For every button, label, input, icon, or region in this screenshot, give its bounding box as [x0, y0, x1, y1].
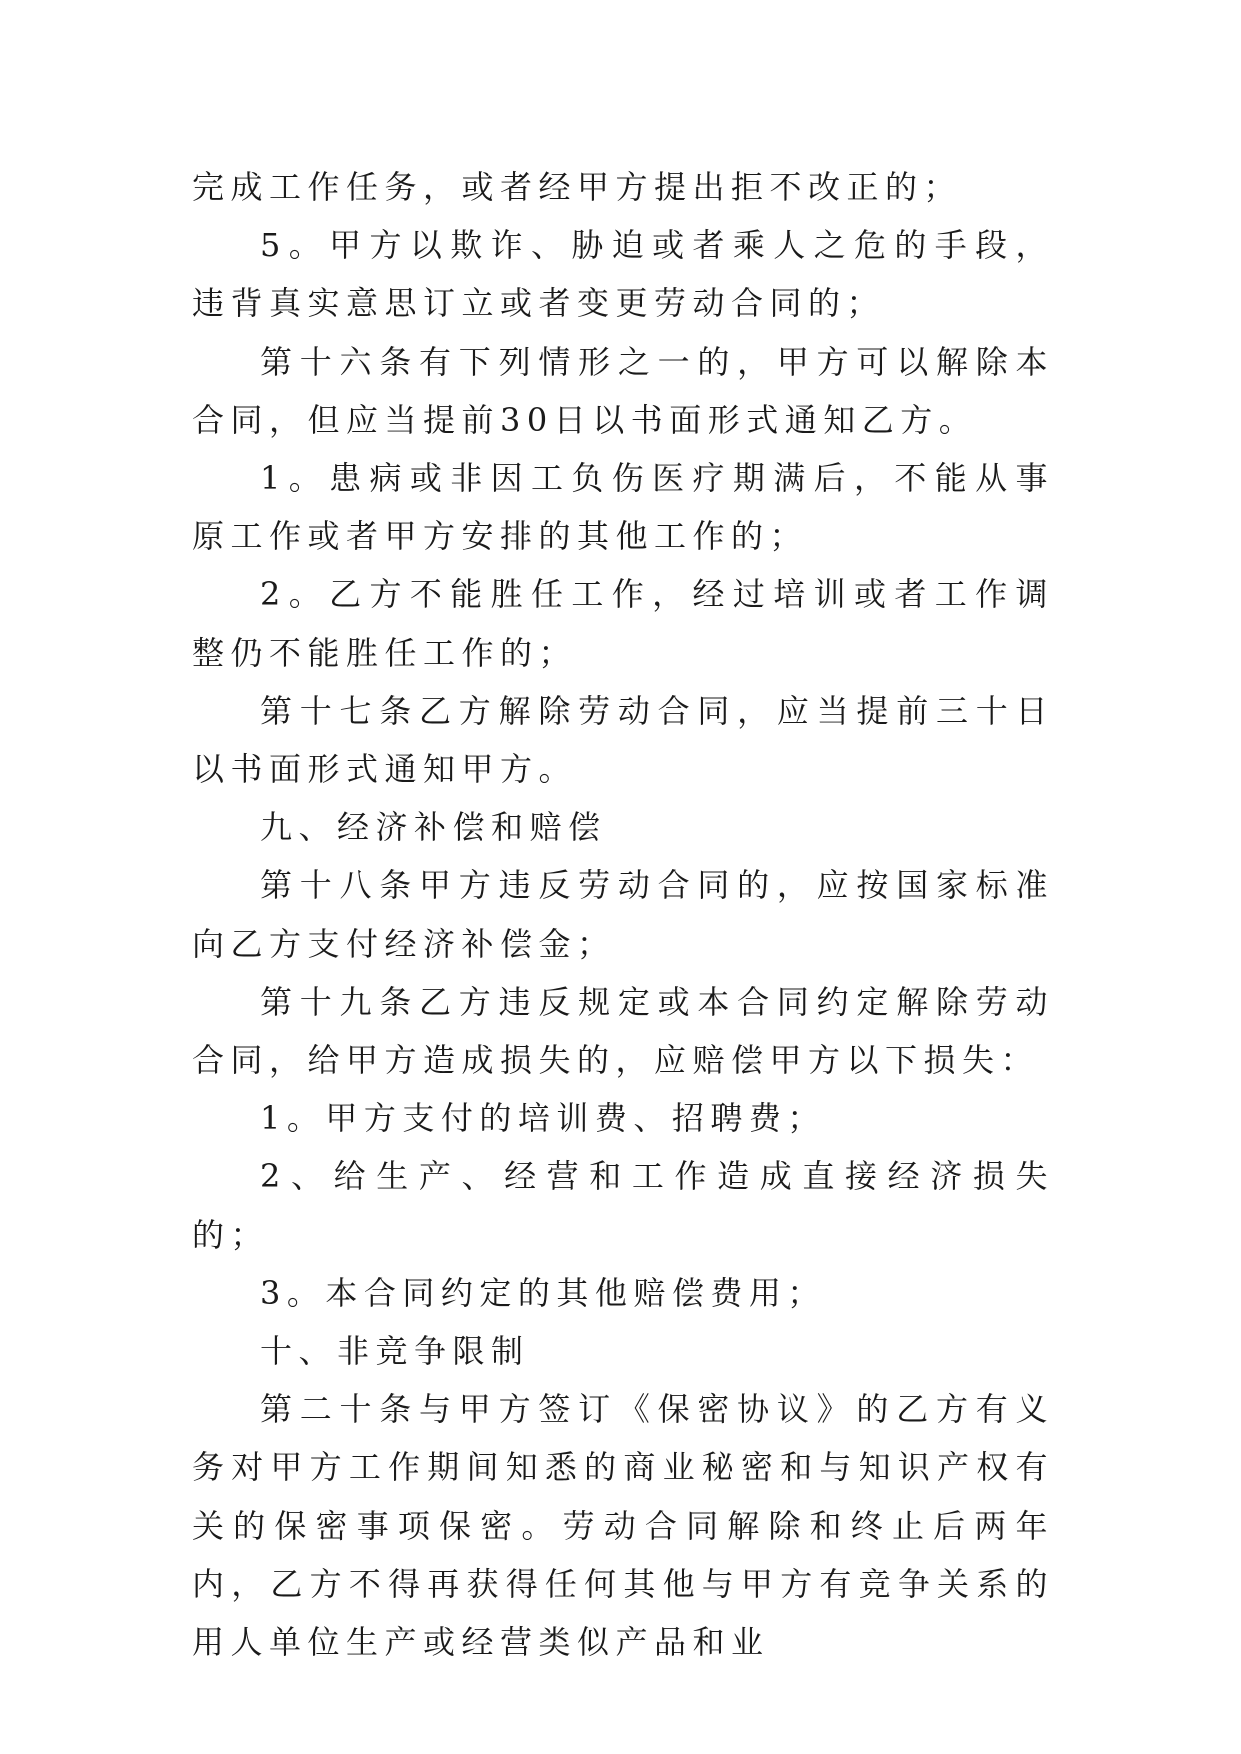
section-heading-10: 十、非竞争限制	[260, 1332, 530, 1371]
document-body	[192, 158, 1054, 1671]
paragraph-continuation: 完成工作任务，或者经甲方提出拒不改正的；	[192, 168, 963, 206]
paragraph-item-5: 5。甲方以欺诈、胁迫或者乘人之危的手段，违背真实意思订立或者变更劳动合同的；	[192, 226, 1054, 323]
paragraph-article-19-item-1: 1。甲方支付的培训费、招聘费；	[260, 1099, 826, 1138]
paragraph-article-19-item-3: 3。本合同约定的其他赔偿费用；	[260, 1273, 826, 1312]
paragraph-article-16-item-2: 2。乙方不能胜任工作，经过培训或者工作调整仍不能胜任工作的；	[192, 575, 1054, 672]
paragraph-article-19: 第十九条乙方违反规定或本合同约定解除劳动合同，给甲方造成损失的，应赔偿甲方以下损失：	[192, 982, 1054, 1080]
paragraph-article-16-item-1: 1。患病或非因工负伤医疗期满后，不能从事原工作或者甲方安排的其他工作的；	[192, 459, 1054, 556]
paragraph-article-20: 第二十条与甲方签订《保密协议》的乙方有义务对甲方工作期间知悉的商业秘密和与知识产权有关的保密事项保密。劳动合同解除和终止后两年内，乙方不得再获得任何其他与甲方有竞争关系的用人单位生产或经营类似产品和业	[192, 1390, 1054, 1662]
paragraph-article-19-item-2: 2、给生产、经营和工作造成直接经济损失的；	[192, 1157, 1054, 1254]
section-heading-9: 九、经济补偿和赔偿	[260, 808, 607, 847]
paragraph-article-17: 第十七条乙方解除劳动合同，应当提前三十日以书面形式通知甲方。	[192, 691, 1054, 789]
paragraph-article-18: 第十八条甲方违反劳动合同的，应按国家标准向乙方支付经济补偿金；	[192, 866, 1054, 963]
paragraph-article-16: 第十六条有下列情形之一的，甲方可以解除本合同，但应当提前30日以书面形式通知乙方。	[192, 342, 1054, 439]
